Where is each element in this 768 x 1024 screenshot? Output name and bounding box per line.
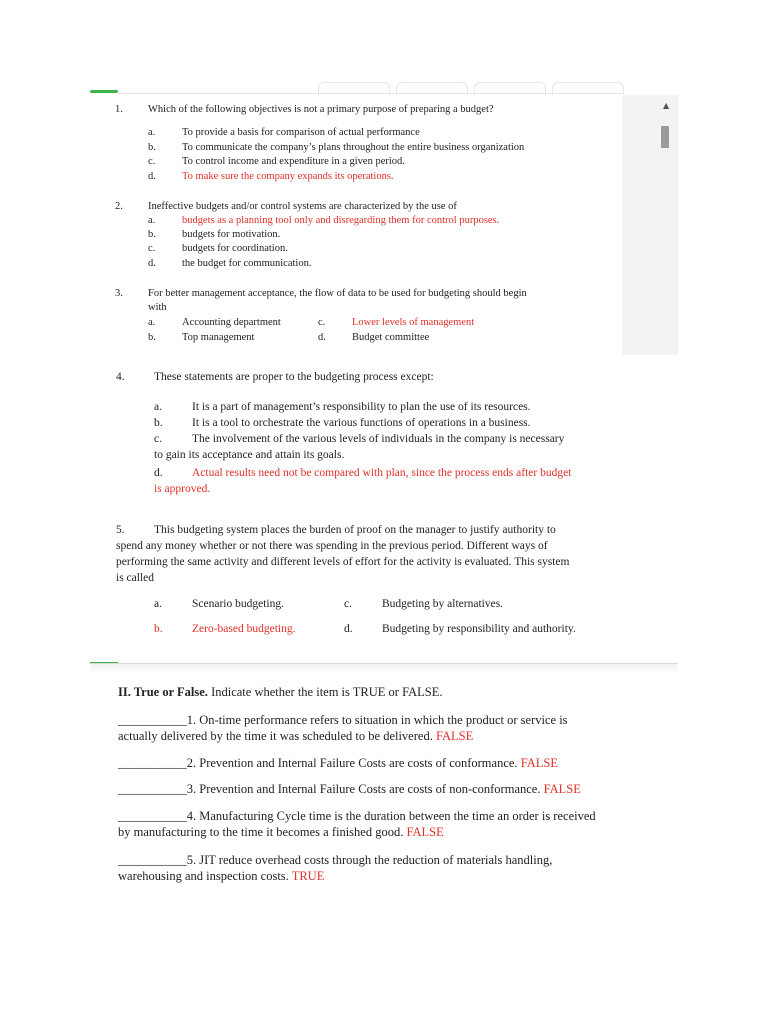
correct-answer: Actual results need not be compared with plan, since the process ends after budget	[192, 467, 572, 479]
item-text: 3. Prevention and Internal Failure Costs are costs of non-conformance.	[186, 782, 544, 796]
answer-blank: ___________	[118, 756, 187, 770]
question-text: performing the same activity and different levels of effort for the activity is evaluated. This system	[116, 556, 570, 568]
option-text: It is a part of management’s responsibility to plan the use of its resources.	[192, 401, 531, 413]
section-heading-bold: II. True or False.	[118, 685, 208, 699]
option-text: the budget for communication.	[182, 258, 312, 269]
option-text: To control income and expenditure in a given period.	[182, 156, 405, 167]
option-letter: c.	[318, 317, 326, 328]
tf-item-5	[118, 853, 552, 868]
answer-label: FALSE	[543, 782, 581, 796]
question-text: For better management acceptance, the flow of data to be used for budgeting should begin	[148, 288, 527, 299]
scrollbar-thumb[interactable]	[661, 126, 669, 148]
item-text: by manufacturing to the time it becomes a finished good.	[118, 825, 407, 839]
item-text: 5. JIT reduce overhead costs through the reduction of materials handling,	[186, 853, 553, 867]
item-text: 1. On-time performance refers to situation in which the product or service is	[186, 713, 568, 727]
page-separator-shadow	[90, 664, 678, 674]
correct-answer: Zero-based budgeting.	[192, 623, 296, 635]
answer-label: FALSE	[406, 825, 444, 839]
question-number: 4.	[116, 371, 125, 383]
option-text: The involvement of the various levels of individuals in the company is necessary	[192, 433, 565, 445]
correct-answer: To make sure the company expands its operations.	[182, 171, 394, 182]
option-text: Budget committee	[352, 332, 430, 343]
correct-answer: is approved.	[154, 483, 211, 495]
option-text: Scenario budgeting.	[192, 598, 284, 610]
option-letter: d.	[154, 467, 163, 479]
answer-label: TRUE	[291, 869, 325, 883]
tf-item-1	[118, 713, 568, 728]
question-number: 2.	[115, 201, 123, 212]
correct-answer-letter: b.	[154, 623, 163, 635]
question-text: This budgeting system places the burden of proof on the manager to justify authority to	[154, 524, 556, 536]
answer-blank: ___________	[118, 853, 187, 867]
item-text: 4. Manufacturing Cycle time is the duration between the time an order is received	[186, 809, 596, 823]
section-heading	[118, 685, 443, 700]
option-letter: c.	[148, 243, 156, 254]
option-text: Budgeting by responsibility and authority.	[382, 623, 576, 635]
option-letter: d.	[148, 171, 156, 182]
correct-answer: Lower levels of management	[352, 317, 475, 328]
question-text: Ineffective budgets and/or control systems are characterized by the use of	[148, 201, 457, 212]
tf-item-1-cont	[118, 729, 473, 744]
option-text: budgets for motivation.	[182, 229, 281, 240]
option-letter: a.	[148, 215, 156, 226]
tf-item-4	[118, 809, 596, 824]
option-text: Accounting department	[182, 317, 281, 328]
tf-item-5-cont	[118, 869, 324, 884]
question-text: with	[148, 302, 167, 313]
question-number: 5.	[116, 524, 125, 536]
option-letter: b.	[154, 417, 163, 429]
question-text: These statements are proper to the budgeting process except:	[154, 371, 434, 383]
correct-answer: budgets as a planning tool only and disregarding them for control purposes.	[182, 215, 500, 226]
option-letter: b.	[148, 332, 156, 343]
option-text: To provide a basis for comparison of actual performance	[182, 127, 420, 138]
section-heading-text: Indicate whether the item is TRUE or FALSE.	[207, 685, 443, 699]
option-letter: d.	[148, 258, 156, 269]
option-letter: c.	[344, 598, 352, 610]
option-text: To communicate the company’s plans throughout the entire business organization	[182, 142, 525, 153]
item-text: warehousing and inspection costs.	[118, 869, 292, 883]
answer-label: FALSE	[435, 729, 474, 743]
option-letter: b.	[148, 142, 156, 153]
option-letter: a.	[154, 401, 162, 413]
option-text: Top management	[182, 332, 255, 343]
tf-item-4-cont	[118, 825, 444, 840]
option-letter: c.	[154, 433, 162, 445]
item-text: 2. Prevention and Internal Failure Costs are costs of conformance.	[186, 756, 521, 770]
option-text: It is a tool to orchestrate the various functions of operations in a business.	[192, 417, 531, 429]
option-letter: d.	[344, 623, 353, 635]
question-text: Which of the following objectives is not a primary purpose of preparing a budget?	[148, 104, 494, 115]
top-divider	[118, 93, 622, 94]
answer-blank: ___________	[118, 809, 187, 823]
question-number: 3.	[115, 288, 123, 299]
answer-label: FALSE	[520, 756, 558, 770]
option-text: budgets for coordination.	[182, 243, 288, 254]
answer-blank: ___________	[118, 782, 187, 796]
progress-indicator	[90, 90, 118, 93]
question-number: 1.	[115, 104, 123, 115]
tf-item-2	[118, 756, 558, 771]
option-text: to gain its acceptance and attain its goals.	[154, 449, 345, 461]
tf-item-3	[118, 782, 581, 797]
option-letter: a.	[148, 127, 156, 138]
option-letter: a.	[154, 598, 162, 610]
scrollbar-track[interactable]	[622, 95, 678, 355]
question-text: is called	[116, 572, 154, 584]
option-letter: b.	[148, 229, 156, 240]
item-text: actually delivered by the time it was scheduled to be delivered.	[118, 729, 436, 743]
option-letter: a.	[148, 317, 156, 328]
option-text: Budgeting by alternatives.	[382, 598, 504, 610]
option-letter: c.	[148, 156, 156, 167]
option-letter: d.	[318, 332, 326, 343]
answer-blank: ___________	[118, 713, 187, 727]
question-text: spend any money whether or not there was spending in the previous period. Different ways of	[116, 540, 548, 552]
up-arrow-icon[interactable]: ▲	[663, 101, 670, 110]
